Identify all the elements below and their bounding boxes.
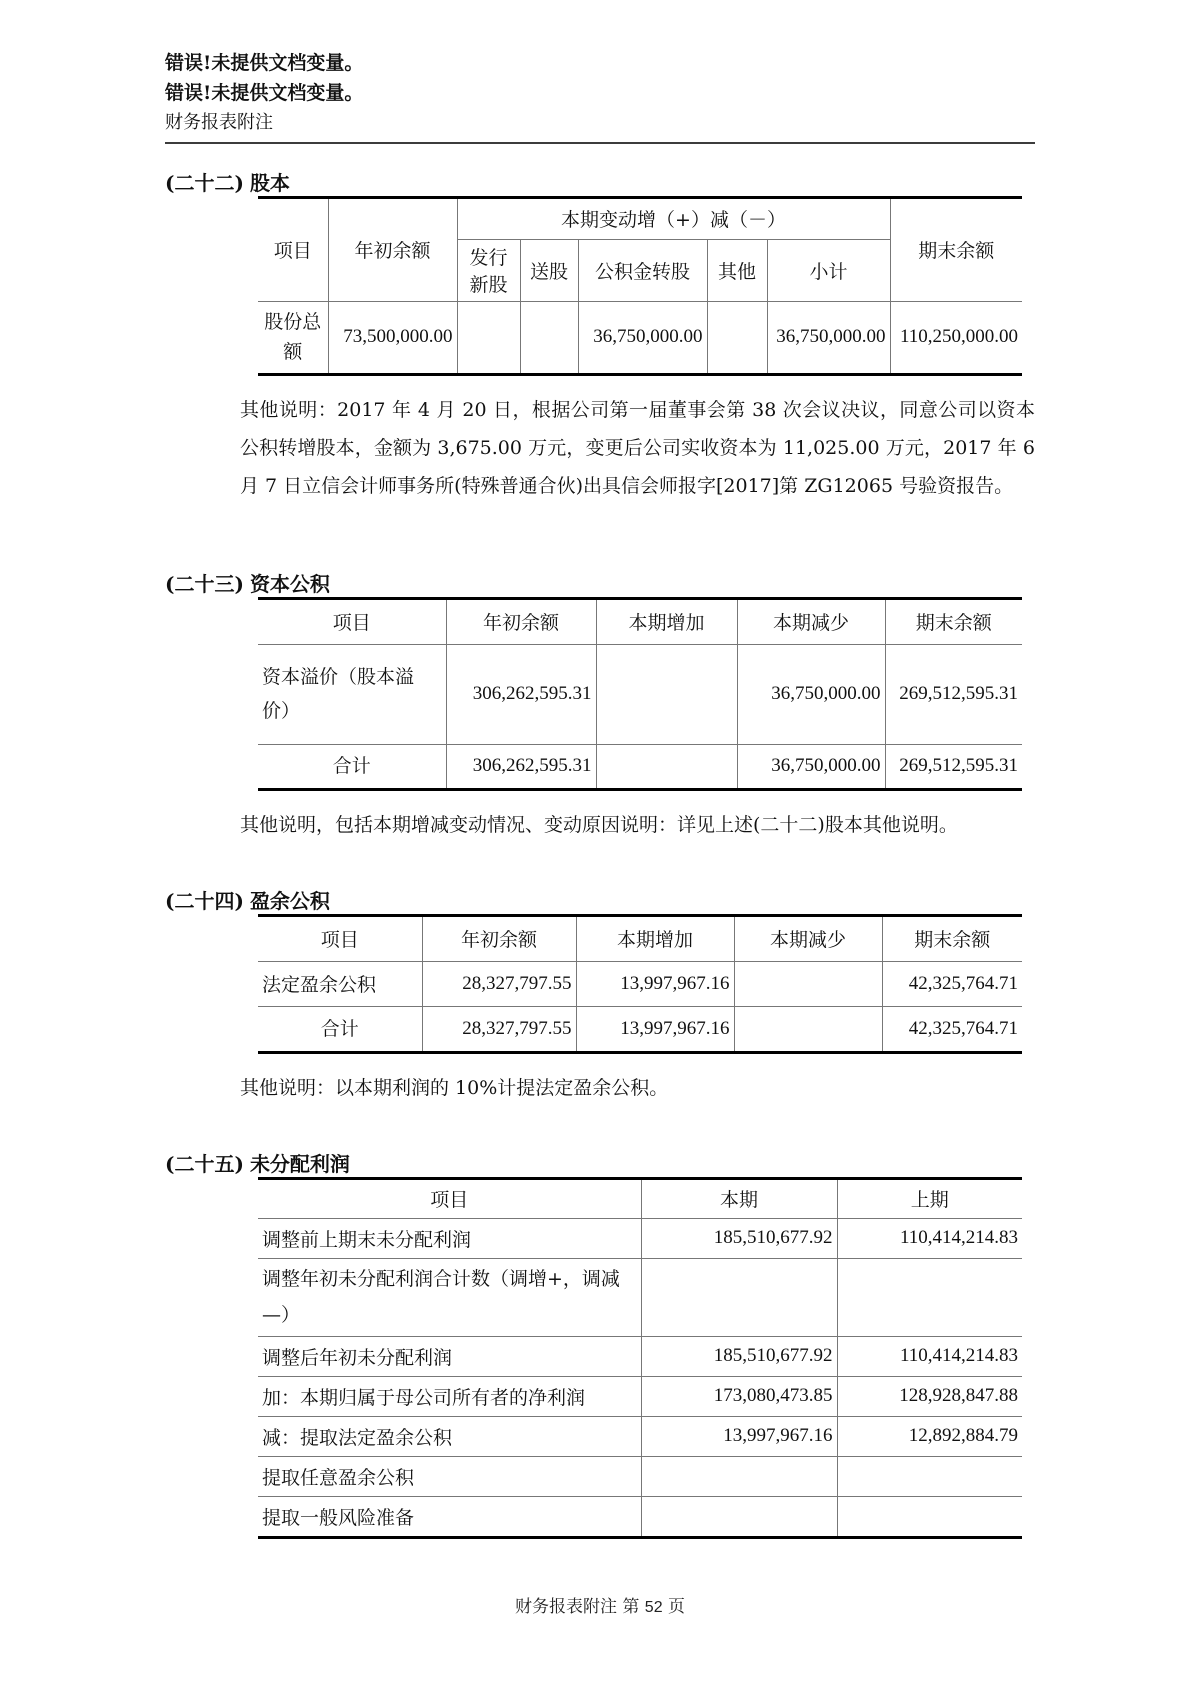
- cell-prior-period: 110,414,214.83: [837, 1336, 1022, 1376]
- cell-decrease: 36,750,000.00: [737, 744, 885, 788]
- cell-opening-balance: 306,262,595.31: [446, 644, 596, 744]
- table-row: [258, 1456, 1022, 1496]
- row-label-adjustment-total: 调整年初未分配利润合计数（调增+，调减—）: [258, 1258, 641, 1336]
- table-row: [258, 1258, 1022, 1336]
- table-row: [258, 1336, 1022, 1376]
- surplus-reserve-table: [258, 917, 1022, 1051]
- section-surplus-reserve: [165, 888, 1035, 1107]
- cell-current-period: [641, 1496, 837, 1536]
- table-total-row: [258, 744, 1022, 788]
- cell-opening-balance: 28,327,797.55: [422, 961, 576, 1006]
- cell-opening-balance: 73,500,000.00: [328, 301, 457, 373]
- capital-reserve-note: 其他说明，包括本期增减变动情况、变动原因说明：详见上述(二十二)股本其他说明。: [240, 814, 958, 836]
- table-total-row: [258, 1006, 1022, 1051]
- cell-closing-balance: 269,512,595.31: [885, 744, 1022, 788]
- section-number: (二十三): [165, 572, 244, 596]
- section-capital-reserve: [165, 571, 1035, 844]
- share-capital-note: 其他说明：2017 年 4 月 20 日，根据公司第一届董事会第 38 次会议决议，同意公司以资本公积转增股本，金额为 3,675.00 万元，变更后公司实收资本为 11,025.00 万元，2017 年 6 月 7 日立信会计师事务所(特殊普通合伙)出具信会师报字[2017]第 ZG12065 号验资报告。: [240, 399, 1035, 497]
- row-label-less-statutory-surplus: 减：提取法定盈余公积: [258, 1416, 641, 1456]
- col-header-item: 项目: [258, 199, 328, 301]
- cell-closing-balance: 269,512,595.31: [885, 644, 1022, 744]
- section-number: (二十五): [165, 1152, 244, 1176]
- col-header-item: 项目: [258, 600, 446, 644]
- cell-increase: 13,997,967.16: [576, 1006, 734, 1051]
- section-heading-share-capital: [165, 170, 1035, 196]
- col-header-decrease: 本期减少: [734, 917, 882, 961]
- share-capital-table: [258, 199, 1022, 373]
- cell-prior-period: [837, 1496, 1022, 1536]
- col-header-other: 其他: [707, 239, 767, 301]
- table-header-row: [258, 917, 1022, 961]
- cell-closing-balance: 42,325,764.71: [882, 1006, 1022, 1051]
- cell-prior-period: 12,892,884.79: [837, 1416, 1022, 1456]
- cell-new-issue: [457, 301, 520, 373]
- cell-decrease: 36,750,000.00: [737, 644, 885, 744]
- col-header-bonus-shares: 送股: [520, 239, 578, 301]
- cell-prior-period: [837, 1456, 1022, 1496]
- section-share-capital: [165, 170, 1035, 505]
- row-label-statutory-surplus: 法定盈余公积: [258, 961, 422, 1006]
- table-row: [258, 1218, 1022, 1258]
- section-title: 未分配利润: [249, 1152, 350, 1176]
- row-label-share-premium: 资本溢价（股本溢价）: [258, 644, 446, 744]
- row-label-post-adjust-opening: 调整后年初未分配利润: [258, 1336, 641, 1376]
- section-number: (二十四): [165, 889, 244, 913]
- footer-text: 财务报表附注 第: [514, 1597, 640, 1617]
- cell-current-period: 173,080,473.85: [641, 1376, 837, 1416]
- cell-subtotal: 36,750,000.00: [767, 301, 890, 373]
- section-heading-undistributed-profit: [165, 1151, 1035, 1177]
- cell-bonus-shares: [520, 301, 578, 373]
- table-row: [258, 961, 1022, 1006]
- row-label-total: 合计: [258, 1006, 422, 1051]
- header-doc-title: 财务报表附注: [165, 112, 273, 133]
- cell-current-period: [641, 1258, 837, 1336]
- surplus-reserve-table-wrap: [258, 914, 1022, 1054]
- cell-other: [707, 301, 767, 373]
- table-row: [258, 1376, 1022, 1416]
- capital-reserve-table-wrap: [258, 597, 1022, 791]
- section-undistributed-profit: [165, 1151, 1035, 1539]
- cell-opening-balance: 28,327,797.55: [422, 1006, 576, 1051]
- col-header-opening-balance: 年初余额: [446, 600, 596, 644]
- col-header-increase: 本期增加: [596, 600, 737, 644]
- undistributed-profit-table: [258, 1180, 1022, 1536]
- row-label-total-shares: 股份总额: [258, 301, 328, 373]
- row-label-discretionary-surplus: 提取任意盈余公积: [258, 1456, 641, 1496]
- col-header-increase: 本期增加: [576, 917, 734, 961]
- table-header-row: [258, 199, 1022, 239]
- cell-closing-balance: 110,250,000.00: [890, 301, 1022, 373]
- col-header-subtotal: 小计: [767, 239, 890, 301]
- table-row: [258, 1416, 1022, 1456]
- cell-closing-balance: 42,325,764.71: [882, 961, 1022, 1006]
- section-title: 盈余公积: [249, 889, 330, 913]
- section-title: 资本公积: [249, 572, 330, 596]
- share-capital-table-wrap: [258, 196, 1022, 376]
- col-header-prior-period: 上期: [837, 1180, 1022, 1218]
- page-header: [165, 0, 1200, 137]
- cell-increase: [596, 744, 737, 788]
- col-header-closing-balance: 期末余额: [882, 917, 1022, 961]
- section-heading-capital-reserve: [165, 571, 1035, 597]
- section-number: (二十二): [165, 171, 244, 195]
- row-label-add-net-profit: 加：本期归属于母公司所有者的净利润: [258, 1376, 641, 1416]
- footer-page-number: 52: [644, 1599, 663, 1616]
- cell-current-period: 185,510,677.92: [641, 1336, 837, 1376]
- col-header-reserve-transfer: 公积金转股: [578, 239, 707, 301]
- row-label-general-risk-reserve: 提取一般风险准备: [258, 1496, 641, 1536]
- col-header-closing-balance: 期末余额: [890, 199, 1022, 301]
- cell-prior-period: 110,414,214.83: [837, 1218, 1022, 1258]
- col-header-opening-balance: 年初余额: [328, 199, 457, 301]
- table-header-row: [258, 1180, 1022, 1218]
- col-header-new-issue: 发行新股: [457, 239, 520, 301]
- cell-increase: 13,997,967.16: [576, 961, 734, 1006]
- header-error-line-1: 错误!未提供文档变量。: [165, 52, 364, 74]
- cell-prior-period: 128,928,847.88: [837, 1376, 1022, 1416]
- header-error-line-2: 错误!未提供文档变量。: [165, 82, 364, 104]
- col-header-current-period: 本期: [641, 1180, 837, 1218]
- cell-reserve-transfer: 36,750,000.00: [578, 301, 707, 373]
- col-header-item: 项目: [258, 917, 422, 961]
- cell-decrease: [734, 961, 882, 1006]
- surplus-reserve-note: 其他说明：以本期利润的 10%计提法定盈余公积。: [240, 1077, 669, 1099]
- cell-current-period: 13,997,967.16: [641, 1416, 837, 1456]
- cell-decrease: [734, 1006, 882, 1051]
- cell-opening-balance: 306,262,595.31: [446, 744, 596, 788]
- capital-reserve-table: [258, 600, 1022, 788]
- cell-current-period: [641, 1456, 837, 1496]
- col-header-closing-balance: 期末余额: [885, 600, 1022, 644]
- table-row: [258, 644, 1022, 744]
- section-heading-surplus-reserve: [165, 888, 1035, 914]
- table-header-row: [258, 600, 1022, 644]
- cell-prior-period: [837, 1258, 1022, 1336]
- header-rule: [165, 142, 1035, 144]
- col-header-item: 项目: [258, 1180, 641, 1218]
- page-footer: [0, 1592, 1200, 1617]
- cell-increase: [596, 644, 737, 744]
- row-label-total: 合计: [258, 744, 446, 788]
- section-title: 股本: [249, 171, 290, 195]
- table-row: [258, 301, 1022, 373]
- undistributed-profit-table-wrap: [258, 1177, 1022, 1539]
- cell-current-period: 185,510,677.92: [641, 1218, 837, 1258]
- col-header-opening-balance: 年初余额: [422, 917, 576, 961]
- row-label-pre-adjust-prior: 调整前上期末未分配利润: [258, 1218, 641, 1258]
- col-header-change-group: 本期变动增（+）减（－）: [457, 199, 890, 239]
- footer-text-suffix: 页: [668, 1597, 685, 1617]
- col-header-decrease: 本期减少: [737, 600, 885, 644]
- table-row: [258, 1496, 1022, 1536]
